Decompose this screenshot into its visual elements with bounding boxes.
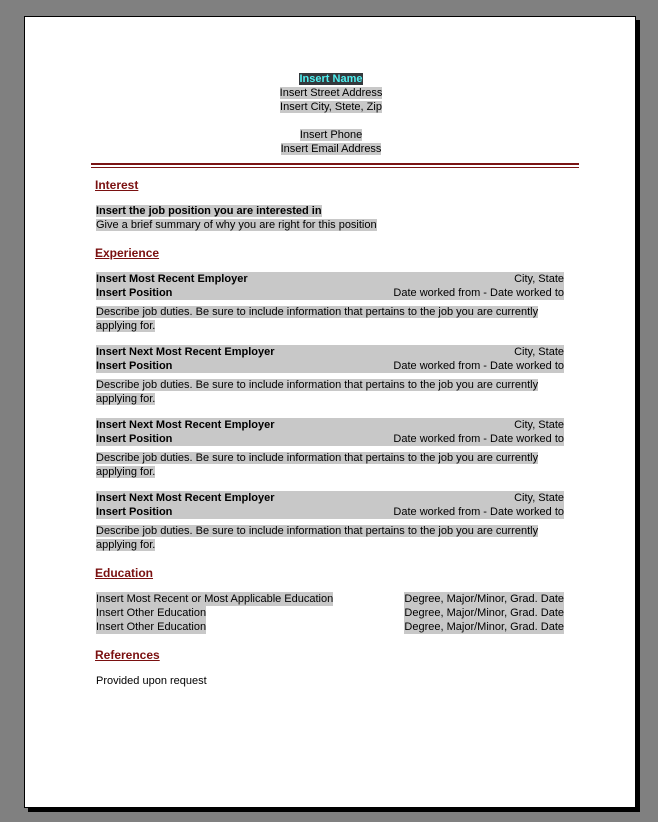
interest-position	[96, 204, 322, 218]
education-heading: Education	[95, 566, 154, 580]
email-field[interactable]: Insert Email Address	[280, 143, 382, 155]
experience-duties	[96, 524, 546, 552]
position-dates: Date worked from - Date worked to	[393, 360, 564, 372]
employer-location: City, State	[514, 492, 564, 504]
education-degree[interactable]: Degree, Major/Minor, Grad. Date	[404, 621, 564, 633]
name-line	[25, 72, 637, 86]
employer-location: City, State	[514, 273, 564, 285]
city-field[interactable]: Insert City, Stete, Zip	[280, 101, 382, 113]
position-dates: Date worked from - Date worked to	[393, 506, 564, 518]
experience-position-row[interactable]	[96, 286, 564, 300]
education-degree[interactable]: Degree, Major/Minor, Grad. Date	[404, 607, 564, 619]
position-title: Insert Position	[96, 506, 173, 518]
experience-heading: Experience	[95, 246, 160, 260]
employer-name: Insert Next Most Recent Employer	[96, 346, 275, 358]
duties-field[interactable]: Describe job duties. Be sure to include information that pertains to the job you are currently applying for.	[96, 379, 539, 405]
employer-location: City, State	[514, 346, 564, 358]
education-row	[96, 592, 564, 606]
duties-field[interactable]: Describe job duties. Be sure to include information that pertains to the job you are currently applying for.	[96, 525, 539, 551]
street-field[interactable]: Insert Street Address	[279, 87, 383, 99]
experience-position-row[interactable]	[96, 432, 564, 446]
experience-employer-row[interactable]	[96, 491, 564, 505]
employer-name: Insert Next Most Recent Employer	[96, 419, 275, 431]
position-dates: Date worked from - Date worked to	[393, 287, 564, 299]
document-page	[24, 16, 636, 808]
experience-position-row[interactable]	[96, 359, 564, 373]
header-divider-thin	[91, 167, 579, 168]
position-title: Insert Position	[96, 287, 173, 299]
employer-name: Insert Next Most Recent Employer	[96, 492, 275, 504]
city-line	[25, 100, 637, 114]
experience-employer-row[interactable]	[96, 272, 564, 286]
experience-duties	[96, 305, 546, 333]
position-dates: Date worked from - Date worked to	[393, 433, 564, 445]
interest-summary-field[interactable]: Give a brief summary of why you are right for this position	[96, 219, 377, 231]
position-title: Insert Position	[96, 433, 173, 445]
header-divider	[91, 163, 579, 165]
education-row	[96, 606, 564, 620]
duties-field[interactable]: Describe job duties. Be sure to include information that pertains to the job you are currently applying for.	[96, 452, 539, 478]
experience-position-row[interactable]	[96, 505, 564, 519]
education-row	[96, 620, 564, 634]
references-text: Provided upon request	[96, 675, 207, 687]
position-title: Insert Position	[96, 360, 173, 372]
education-degree[interactable]: Degree, Major/Minor, Grad. Date	[404, 593, 564, 605]
experience-employer-row[interactable]	[96, 418, 564, 432]
name-field[interactable]: Insert Name	[299, 73, 363, 85]
phone-line	[25, 128, 637, 142]
duties-field[interactable]: Describe job duties. Be sure to include information that pertains to the job you are currently applying for.	[96, 306, 539, 332]
street-line	[25, 86, 637, 100]
education-school[interactable]: Insert Most Recent or Most Applicable Education	[96, 593, 334, 605]
employer-location: City, State	[514, 419, 564, 431]
references-heading: References	[95, 648, 160, 662]
experience-duties	[96, 451, 546, 479]
employer-name: Insert Most Recent Employer	[96, 273, 248, 285]
email-line	[25, 142, 637, 156]
education-school[interactable]: Insert Other Education	[96, 607, 207, 619]
experience-employer-row[interactable]	[96, 345, 564, 359]
interest-position-field[interactable]: Insert the job position you are interested in	[96, 205, 322, 217]
interest-heading: Interest	[95, 178, 139, 192]
education-school[interactable]: Insert Other Education	[96, 621, 207, 633]
phone-field[interactable]: Insert Phone	[299, 129, 363, 141]
interest-summary	[96, 218, 377, 232]
experience-duties	[96, 378, 546, 406]
